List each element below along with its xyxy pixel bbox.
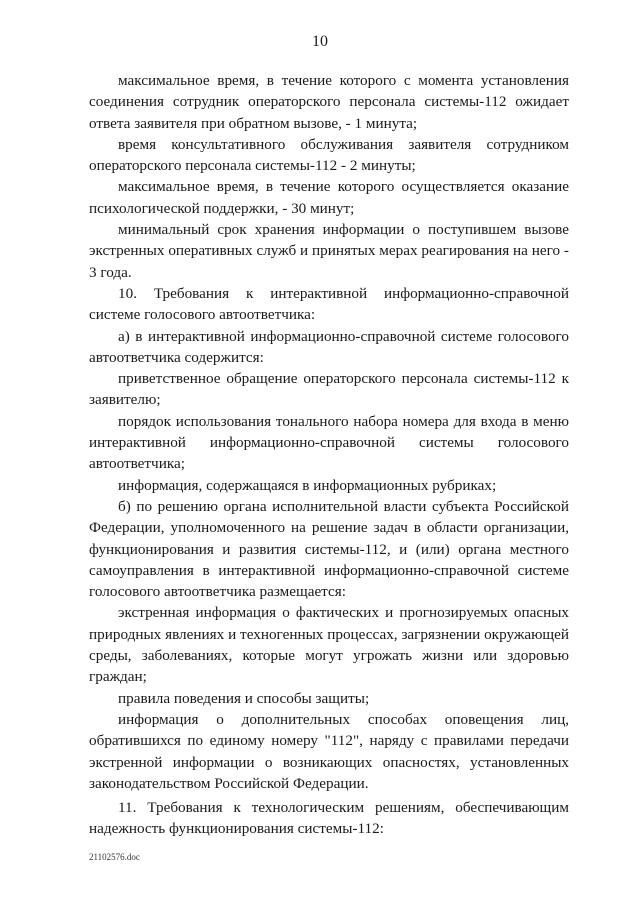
paragraph-greeting: приветственное обращение операторского персонала системы-112 к заявителю; [89,370,569,409]
paragraph-tone-dialing: порядок использования тонального набора номера для входа в меню интерактивной информационно-справочной системы голосового автоответчика; [89,412,569,473]
paragraph-storage-period: минимальный срок хранения информации о поступившем вызове экстренных оперативных служб и принятых мерах реагирования на него - 3 года. [89,221,569,281]
paragraph-info-rubrics: информация, содержащаяся в информационных рубриках; [118,476,497,494]
paragraph-emergency-info: экстренная информация о фактических и прогнозируемых опасных природных явлениях и техногенных процессах, загрязнении окружающей среды, заболеваниях, которые могут угрожать жизни или здоровью граждан; [89,604,569,686]
paragraph-psych-support-time: максимальное время, в течение которого осуществляется оказание психологической поддержки, - 30 минут; [89,178,569,217]
paragraph-max-wait-time: максимальное время, в течение которого с момента установления соединения сотрудник операторского персонала системы-112 ожидает ответа заявителя при обратном вызове, - 1 минута; [89,72,569,132]
paragraph-consultation-time: время консультативного обслуживания заявителя сотрудником операторского персонала системы-112 - 2 минуты; [89,135,569,175]
file-name-footer: 21102576.doc [89,852,140,862]
document-body [89,70,569,840]
paragraph-10b: б) по решению органа исполнительной власти субъекта Российской Федерации, уполномоченного на решение задач в области организации, функционирования и развития системы-112, и (или) органа местного самоуправления в интерактивной информационно-справочной системе голосового автоответчика размещается: [89,497,569,601]
page-number: 10 [312,33,328,50]
section-11-heading: 11. Требования к технологическим решениям, обеспечивающим надежность функционирования системы-112: [89,799,569,838]
paragraph-10a: а) в интерактивной информационно-справочной системе голосового автоответчика содержится: [89,327,569,366]
paragraph-behavior-rules: правила поведения и способы защиты; [118,689,370,707]
section-10-heading: 10. Требования к интерактивной информационно-справочной системе голосового автоответчика: [89,284,569,324]
paragraph-notification-methods: информация о дополнительных способах оповещения лиц, обратившихся по единому номеру "112", наряду с правилами передачи экстренной информации о возникающих опасностях, установленных законодательством Российской Федерации. [89,710,569,792]
